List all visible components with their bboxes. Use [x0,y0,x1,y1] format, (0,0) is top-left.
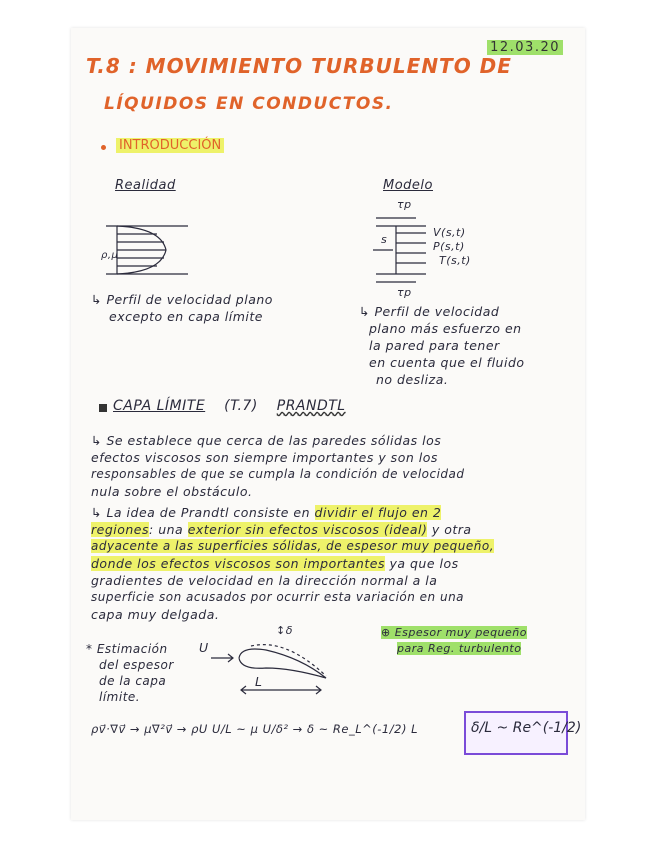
para2-line-5: gradientes de velocidad en la dirección normal a la [91,573,438,588]
para2-line-3: adyacente a las superficies sólidas, de espesor muy pequeño, [91,539,495,553]
modelo-note-5: no desliza. [376,372,449,387]
notebook-page [71,28,585,820]
estimacion-line-2: del espesor [99,658,174,672]
tau-p-bottom: τp [397,286,412,299]
para2-l4-b: ya que los [384,556,459,571]
para2-line-7: capa muy delgada. [91,607,220,622]
para2-l4-a: donde los efectos viscosos son importantes [91,556,385,571]
capa-author: PRANDTL [276,398,346,414]
para1-line-4: nula sobre el obstáculo. [91,484,253,499]
para2-l1-b: dividir el flujo en 2 [314,505,442,520]
estimacion-line-4: límite. [99,690,141,704]
para2-l1-a: ↳ La idea de Prandtl consiste en [91,505,315,520]
v-label: V(s,t) [433,226,466,239]
u-label: U [199,640,209,655]
para2-l2-c: exterior sin efectos viscosos (ideal) [187,522,428,537]
para1-line-2: efectos viscosos son siempre importantes y son los [91,450,438,465]
capa-heading [113,398,346,414]
modelo-label: Modelo [383,178,433,193]
l-label: L [255,674,263,689]
para1-line-1: ↳ Se establece que cerca de las paredes sólidas los [91,433,442,448]
velocity-profile-diagrams [71,28,585,328]
delta-label: ↕δ [276,624,293,637]
capa-ref: (T.7) [224,398,258,414]
para2-line-4 [91,556,459,571]
estimacion-line-3: de la capa [99,674,167,688]
capa-heading-text: CAPA LÍMITE [113,398,206,414]
modelo-note-2: plano más esfuerzo en [369,321,522,336]
green-note-1: ⊕ Espesor muy pequeño [381,626,527,639]
rho-mu-label: ρ,μ [101,250,119,261]
realidad-label: Realidad [115,178,176,193]
square-bullet [99,404,107,412]
realidad-note-2: excepto en capa límite [109,309,263,324]
s-label: s [381,233,388,246]
para2-l2-d: y otra [427,522,472,537]
intro-heading: INTRODUCCIÓN [116,138,224,153]
modelo-note-4: en cuenta que el fluido [369,355,525,370]
para2-line-1 [91,505,441,520]
para2-line-2 [91,522,472,537]
para2-line-6: superficie son acusados por ocurrir esta variación en una [91,590,465,604]
realidad-note-1: ↳ Perfil de velocidad plano [91,292,273,307]
green-note-2: para Reg. turbulento [397,642,522,655]
p-label: P(s,t) [433,240,465,253]
boxed-result: δ/L ~ Re^(-1/2) [471,720,582,736]
scaling-equation: ρv⃗·∇v⃗ → μ∇²v⃗ → ρU U/L ~ μ U/δ² → δ ~ Re_L^(-1/2) L [91,722,418,736]
modelo-note-3: la pared para tener [369,338,500,353]
title-line-2: LÍQUIDOS EN CONDUCTOS. [104,94,394,114]
t-label: T(s,t) [439,254,471,267]
modelo-note-1: ↳ Perfil de velocidad [359,304,500,319]
estimacion-line-1: * Estimación [86,642,168,656]
para2-l2-b: : una [149,522,188,537]
para2-l2-a: regiones [91,522,150,537]
para1-line-3: responsables de que se cumpla la condición de velocidad [91,467,465,481]
tau-p-top: τp [397,198,412,211]
title-line-1: T.8 : MOVIMIENTO TURBULENTO DE [86,54,512,78]
airfoil-sketch [191,628,341,708]
date: 12.03.20 [487,40,563,55]
